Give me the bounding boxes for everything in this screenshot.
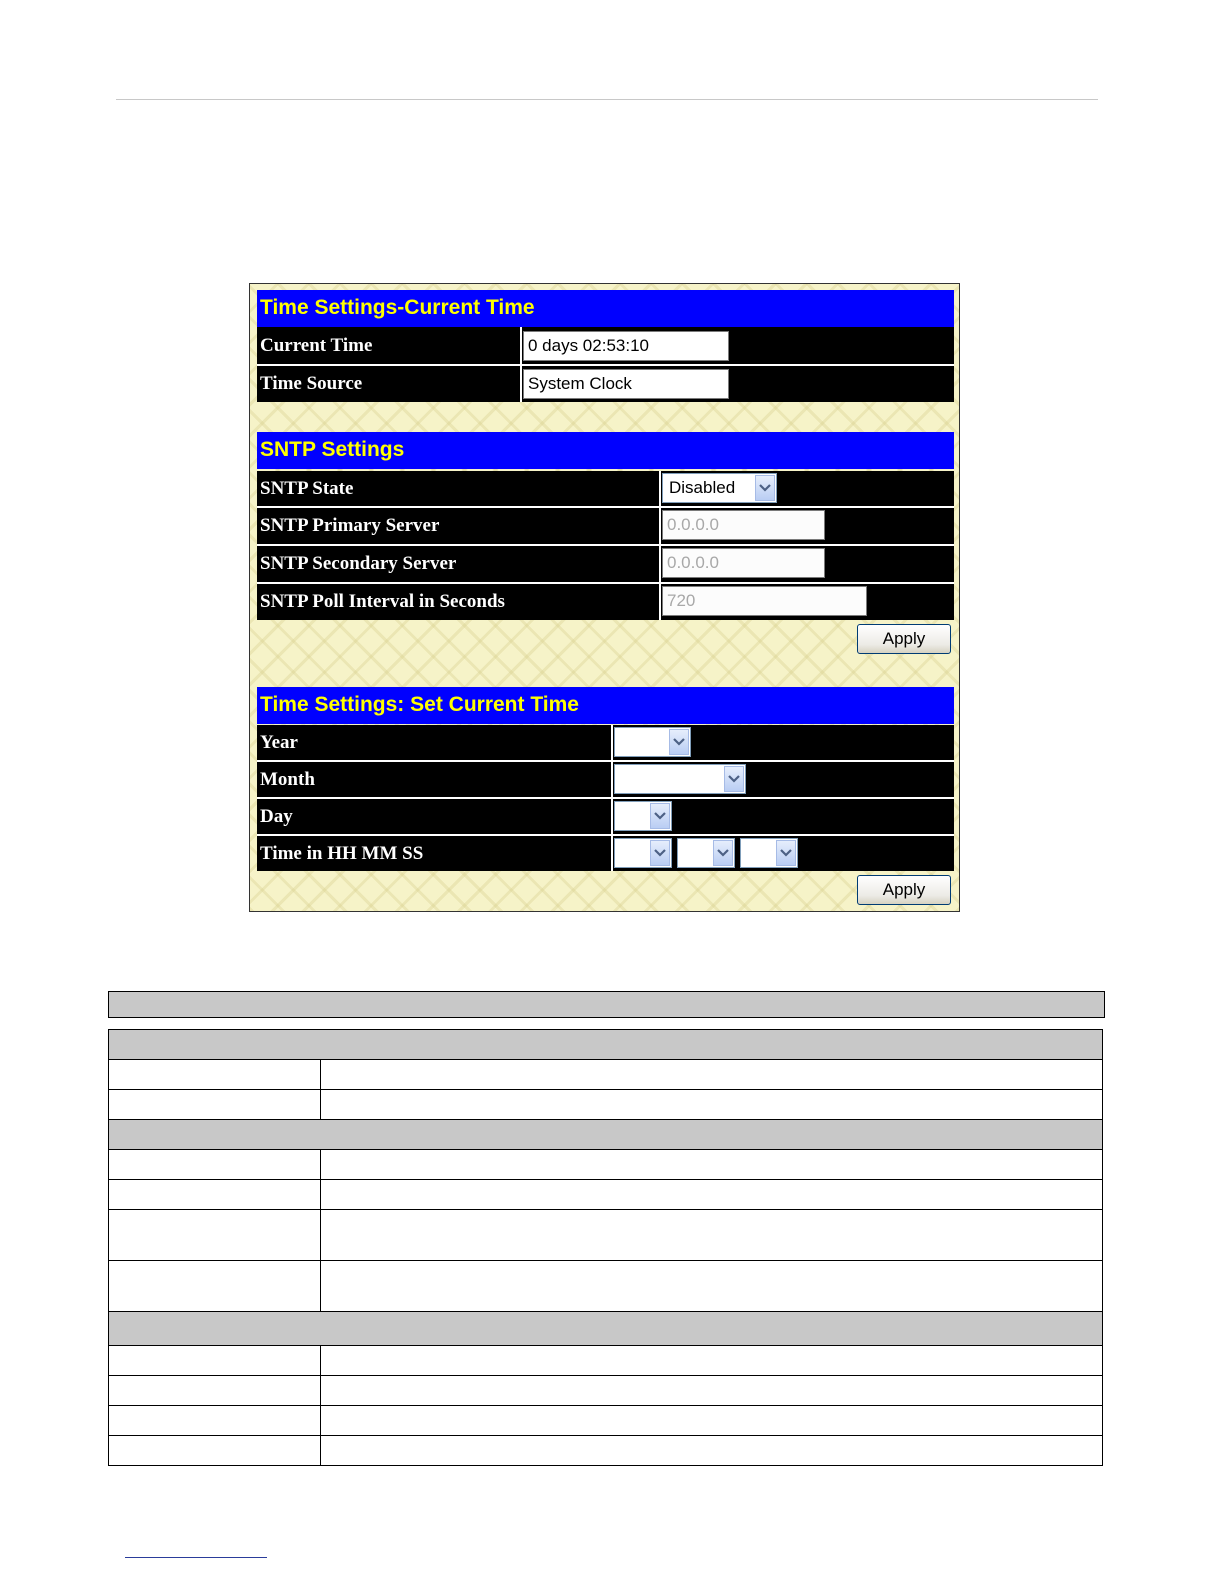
sntp-state-label: SNTP State xyxy=(260,477,354,499)
sntp-secondary-label: SNTP Secondary Server xyxy=(260,553,457,574)
time-hhmmss-row xyxy=(257,836,954,871)
sntp-primary-row xyxy=(257,508,954,544)
table-row xyxy=(109,1436,1103,1466)
table-row xyxy=(109,1150,1103,1180)
second-select[interactable] xyxy=(740,838,798,868)
sntp-secondary-row xyxy=(257,546,954,582)
sntp-poll-label: SNTP Poll Interval in Seconds xyxy=(260,591,505,612)
table-row xyxy=(109,1090,1103,1120)
sntp-primary-server-input[interactable]: 0.0.0.0 xyxy=(662,510,825,540)
table-section-header xyxy=(109,1030,1103,1060)
time-source-label: Time Source xyxy=(260,373,363,394)
time-source-field: System Clock xyxy=(523,369,729,399)
table-row xyxy=(109,1060,1103,1090)
column-divider xyxy=(659,584,661,620)
current-time-section-title: Time Settings-Current Time xyxy=(257,290,954,327)
hour-select[interactable] xyxy=(614,838,672,868)
column-divider xyxy=(520,327,522,364)
chevron-down-icon[interactable] xyxy=(776,840,796,866)
sntp-poll-interval-input[interactable]: 720 xyxy=(662,586,867,616)
chevron-down-icon[interactable] xyxy=(650,803,670,829)
column-divider xyxy=(611,725,613,760)
column-divider xyxy=(520,366,522,402)
set-current-time-section-title: Time Settings: Set Current Time xyxy=(257,687,954,724)
current-time-field: 0 days 02:53:10 xyxy=(523,331,729,361)
parameter-table-title-bar xyxy=(108,991,1105,1018)
footer-link-underline[interactable] xyxy=(125,1557,267,1558)
column-divider xyxy=(611,799,613,834)
table-row xyxy=(109,1210,1103,1261)
sntp-primary-label: SNTP Primary Server xyxy=(260,515,440,536)
column-divider xyxy=(611,836,613,871)
sntp-section-title: SNTP Settings xyxy=(257,432,954,469)
month-select[interactable] xyxy=(614,764,746,794)
sntp-state-select[interactable] xyxy=(662,473,777,503)
year-select[interactable] xyxy=(614,727,691,757)
day-label: Day xyxy=(260,805,293,827)
time-hhmmss-label: Time in HH MM SS xyxy=(260,842,424,864)
chevron-down-icon[interactable] xyxy=(650,840,670,866)
set-time-apply-button[interactable]: Apply xyxy=(857,875,951,905)
day-row xyxy=(257,799,954,834)
minute-select[interactable] xyxy=(677,838,735,868)
column-divider xyxy=(659,546,661,582)
table-row xyxy=(109,1346,1103,1376)
day-select[interactable] xyxy=(614,801,672,831)
chevron-down-icon[interactable] xyxy=(669,729,689,755)
year-label: Year xyxy=(260,731,298,753)
sntp-apply-button[interactable]: Apply xyxy=(857,624,951,654)
sntp-state-value: Disabled xyxy=(669,478,736,497)
sntp-state-row xyxy=(257,471,954,506)
month-row xyxy=(257,762,954,797)
current-time-label: Current Time xyxy=(260,334,373,356)
time-settings-panel xyxy=(249,283,960,912)
parameter-description-table xyxy=(108,1029,1103,1466)
table-row xyxy=(109,1180,1103,1210)
column-divider xyxy=(659,508,661,544)
sntp-secondary-server-input[interactable]: 0.0.0.0 xyxy=(662,548,825,578)
table-row xyxy=(109,1376,1103,1406)
table-row xyxy=(109,1406,1103,1436)
chevron-down-icon[interactable] xyxy=(724,766,744,792)
page-header-rule xyxy=(116,99,1098,100)
month-label: Month xyxy=(260,768,315,790)
table-section-header xyxy=(109,1312,1103,1346)
column-divider xyxy=(611,762,613,797)
chevron-down-icon[interactable] xyxy=(713,840,733,866)
year-row xyxy=(257,725,954,760)
chevron-down-icon[interactable] xyxy=(755,475,775,501)
table-row xyxy=(109,1261,1103,1312)
table-section-header xyxy=(109,1120,1103,1150)
column-divider xyxy=(659,471,661,506)
